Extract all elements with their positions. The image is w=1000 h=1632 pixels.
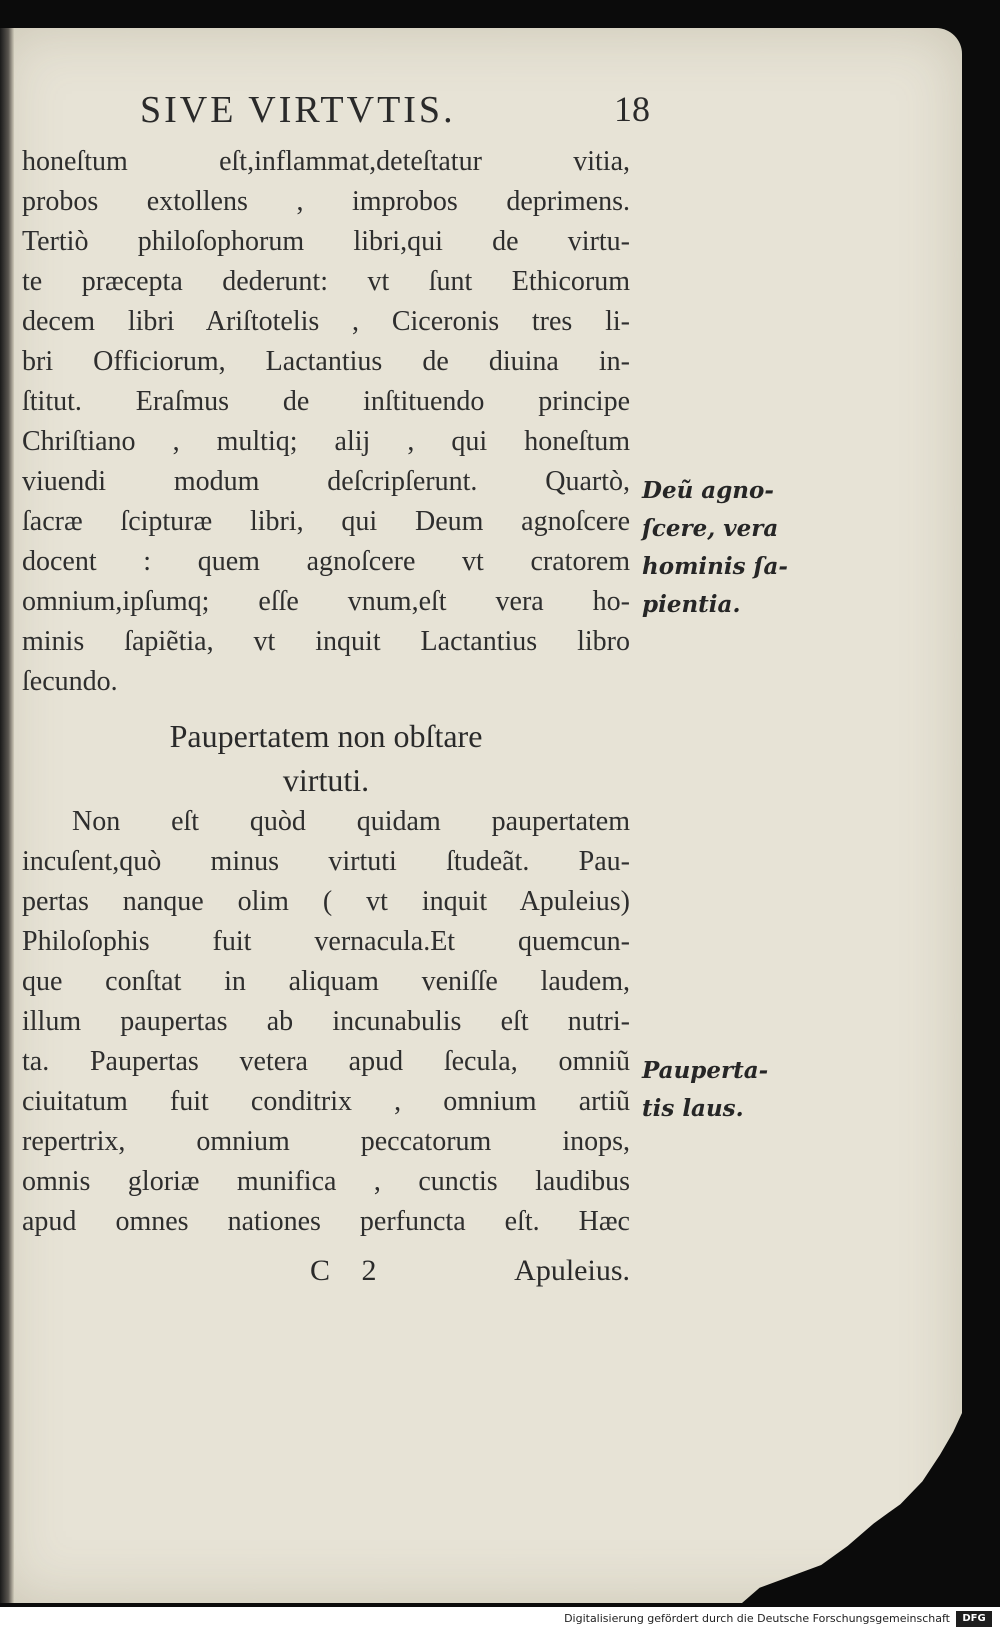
marginal-line: hominis ſa- (642, 553, 788, 580)
dfg-logo-icon: DFG (956, 1611, 992, 1627)
text-line: pertas nanque olim ( vt inquit Apuleius) (22, 886, 630, 917)
catchword: Apuleius. (514, 1254, 630, 1287)
marginal-line: Deũ agno- (642, 477, 774, 504)
text-line: Non eſt quòd quidam paupertatem (72, 806, 630, 837)
text-line: omnium,ipſumq; eſſe vnum,eſt vera ho- (22, 586, 630, 617)
digitization-footer (0, 1607, 1000, 1632)
section-heading: virtuti. (282, 762, 370, 798)
text-line: incuſent,quò minus virtuti ſtudeãt. Pau- (22, 846, 630, 877)
text-line: Philoſophis fuit vernacula.Et quemcun- (22, 926, 630, 957)
running-title: SIVE VIRTVTIS. (140, 89, 456, 131)
page-footer-catchwords (300, 1254, 630, 1294)
body-text (22, 142, 630, 1242)
text-line: ciuitatum fuit conditrix , omnium artiũ (22, 1086, 630, 1117)
funding-credit: Digitalisierung gefördert durch die Deutsche Forschungsgemeinschaft (564, 1612, 950, 1625)
text-line: Tertiò philoſophorum libri,qui de virtu- (22, 226, 630, 257)
text-line: illum paupertas ab incunabulis eſt nutri- (22, 1006, 630, 1037)
text-line: docent : quem agnoſcere vt cratorem (22, 546, 630, 577)
signature-mark: C 2 (310, 1254, 389, 1287)
text-line: Chriſtiano , multiq; alij , qui honeſtum (22, 426, 630, 457)
marginal-line: ſcere, vera (642, 515, 779, 542)
text-line: que conſtat in aliquam veniſſe laudem, (22, 966, 630, 997)
text-line: ſacræ ſcipturæ libri, qui Deum agnoſcere (22, 506, 630, 537)
text-line: te præcepta dederunt: vt ſunt Ethicorum (22, 266, 630, 297)
section-heading: Paupertatem non obſtare (169, 718, 483, 754)
text-line: ſecundo. (22, 666, 118, 697)
text-line: bri Officiorum, Lactantius de diuina in- (22, 346, 630, 377)
marginal-note (642, 472, 802, 624)
text-line: repertrix, omnium peccatorum inops, (22, 1126, 630, 1157)
text-line: decem libri Ariſtotelis , Ciceronis tres li- (22, 306, 630, 337)
page-header (130, 88, 650, 136)
text-line: viuendi modum deſcripſerunt. Quartò, (22, 466, 630, 497)
text-line: omnis gloriæ munifica , cunctis laudibus (22, 1166, 630, 1197)
marginal-note (642, 1052, 802, 1128)
marginal-line: Pauperta- (642, 1057, 769, 1084)
torn-corner (742, 1413, 962, 1603)
text-line: honeſtum eſt,inflammat,deteſtatur vitia, (22, 146, 630, 177)
text-line: ſtitut. Eraſmus de inſtituendo principe (22, 386, 630, 417)
text-line: ta. Paupertas vetera apud ſecula, omniũ (22, 1046, 630, 1077)
marginal-line: pientia. (642, 591, 741, 618)
marginal-line: tis laus. (642, 1095, 744, 1122)
page-number: 18 (614, 89, 650, 129)
text-line: apud omnes nationes perfuncta eſt. Hæc (22, 1206, 630, 1237)
text-line: minis ſapiẽtia, vt inquit Lactantius libro (22, 626, 630, 657)
book-spine-shadow (0, 28, 14, 1603)
text-line: probos extollens , improbos deprimens. (22, 186, 630, 217)
